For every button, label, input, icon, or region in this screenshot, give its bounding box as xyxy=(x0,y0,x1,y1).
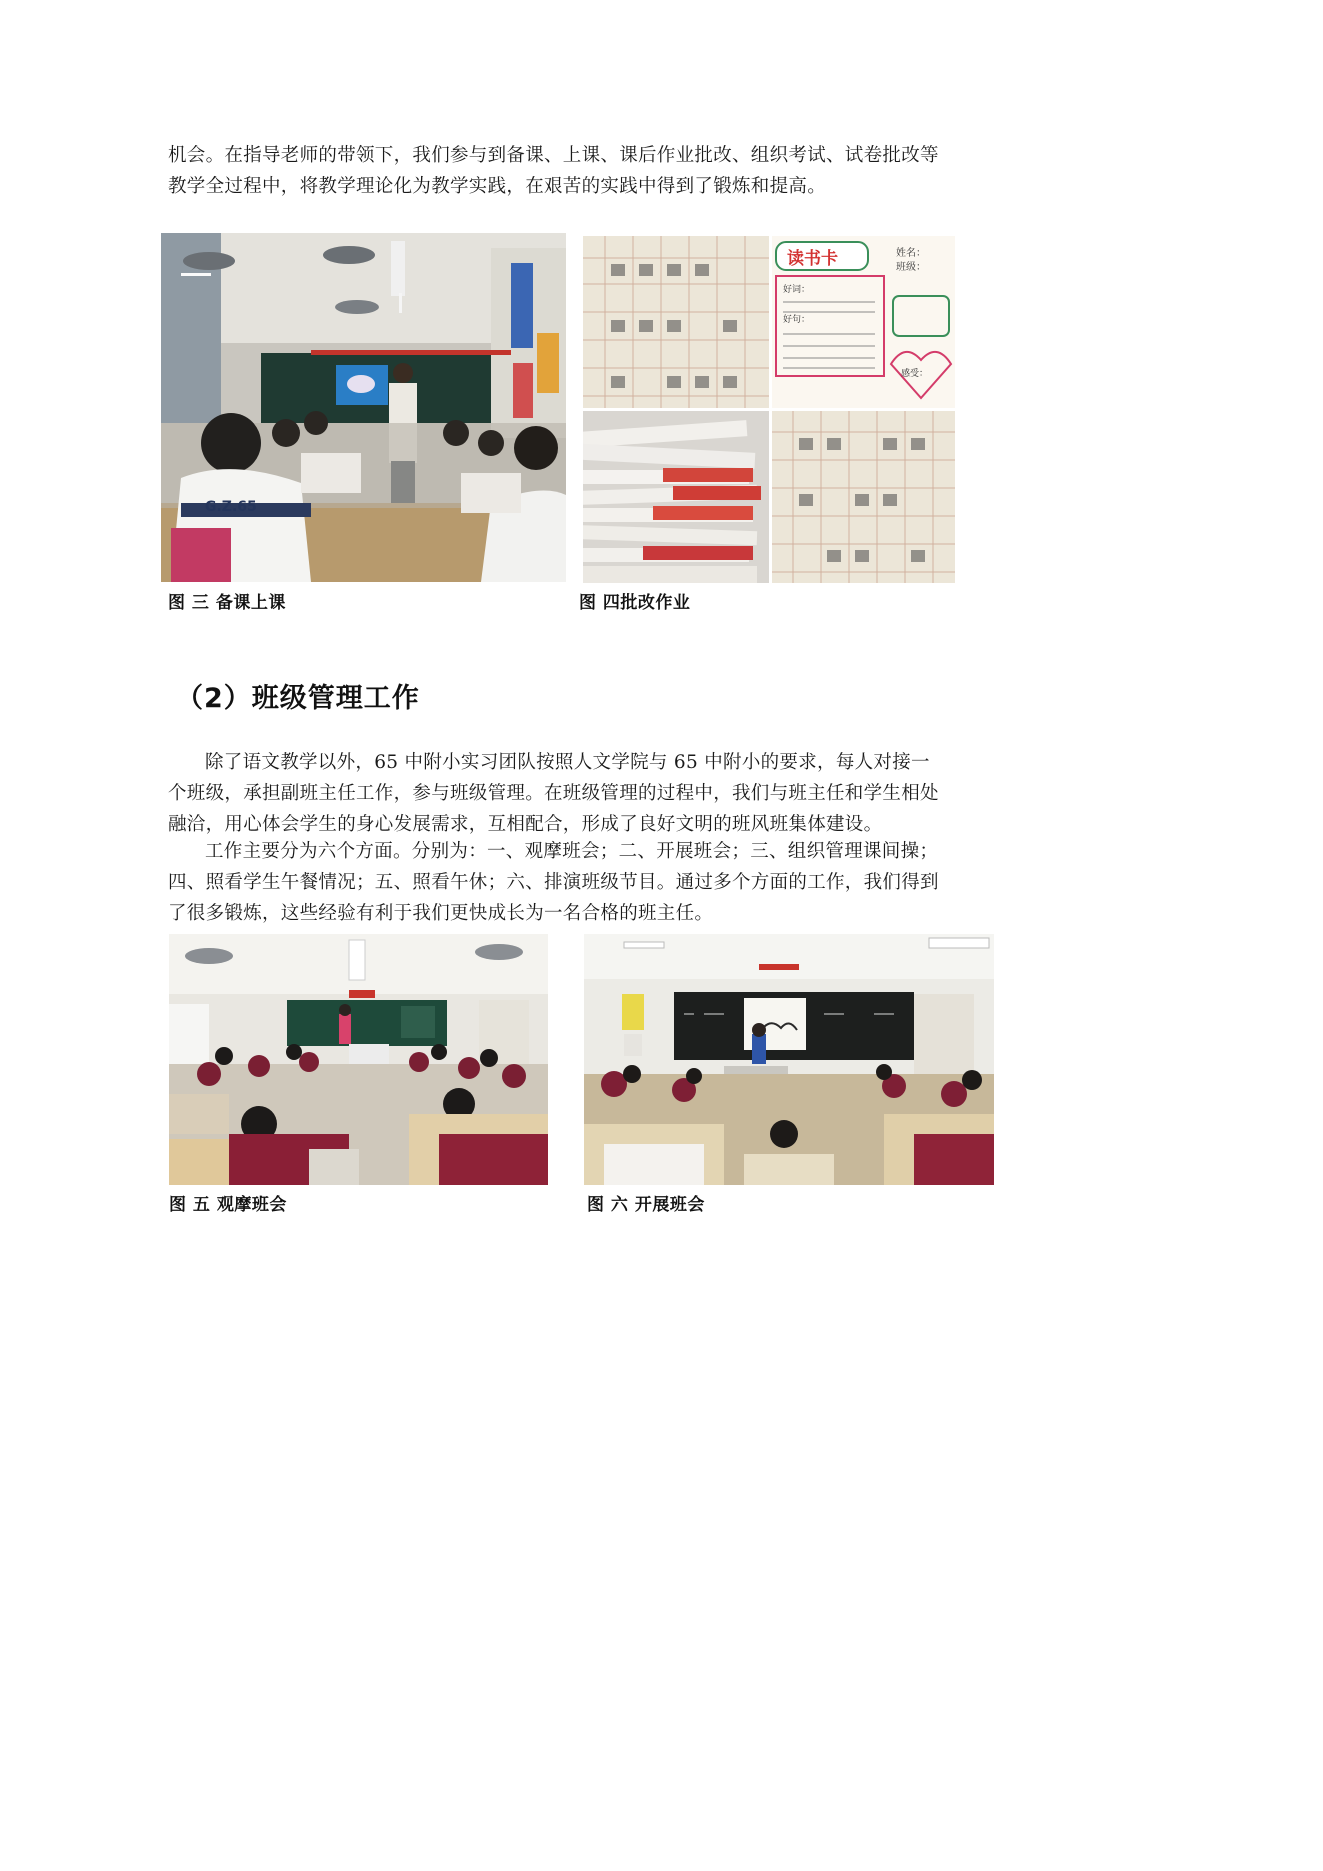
figure-6-caption: 图 六 开展班会 xyxy=(587,1195,705,1215)
section-heading: （2）班级管理工作 xyxy=(176,683,420,714)
paragraph-work-areas: 工作主要分为六个方面。分别为：一、观摩班会；二、开展班会；三、组织管理课间操；四、照看学生午餐情况；五、照看午休；六、排演班级节目。通过多个方面的工作，我们得到了很多锻炼，这些经验有利于我们更快成长为一名合格的班主任。 xyxy=(168,841,939,924)
figure-3-caption: 图 三 备课上课 xyxy=(168,593,286,613)
intro-paragraph: 机会。在指导老师的带领下，我们参与到备课、上课、课后作业批改、组织考试、试卷批改等教学全过程中，将教学理论化为教学实践，在艰苦的实践中得到了锻炼和提高。 xyxy=(168,145,939,197)
reading-card-words-label: 好词： xyxy=(783,285,811,295)
reading-card-class-label: 班级： xyxy=(896,262,926,273)
reading-card-feeling-label: 感受： xyxy=(901,369,929,379)
reading-card-title: 读书卡 xyxy=(787,249,838,269)
reading-card-sentences-label: 好句： xyxy=(783,315,811,325)
holding-class-meeting-photo xyxy=(584,934,994,1185)
reading-card-name-label: 姓名： xyxy=(896,248,926,259)
observing-class-meeting-photo xyxy=(169,934,548,1185)
figure-4-caption: 图 四批改作业 xyxy=(579,593,691,613)
paragraph-class-management: 除了语文教学以外，65 中附小实习团队按照人文学院与 65 中附小的要求，每人对接一个班级，承担副班主任工作，参与班级管理。在班级管理的过程中，我们与班主任和学生相处融洽，用心体会学生的身心发展需求，互相配合，形成了良好文明的班风班集体建设。 xyxy=(168,752,939,835)
figure-5-caption: 图 五 观摩班会 xyxy=(169,1195,287,1215)
homework-collage-photo xyxy=(583,236,955,583)
uniform-print-text: G.Z.65 xyxy=(205,499,257,515)
classroom-teaching-photo xyxy=(161,233,566,582)
